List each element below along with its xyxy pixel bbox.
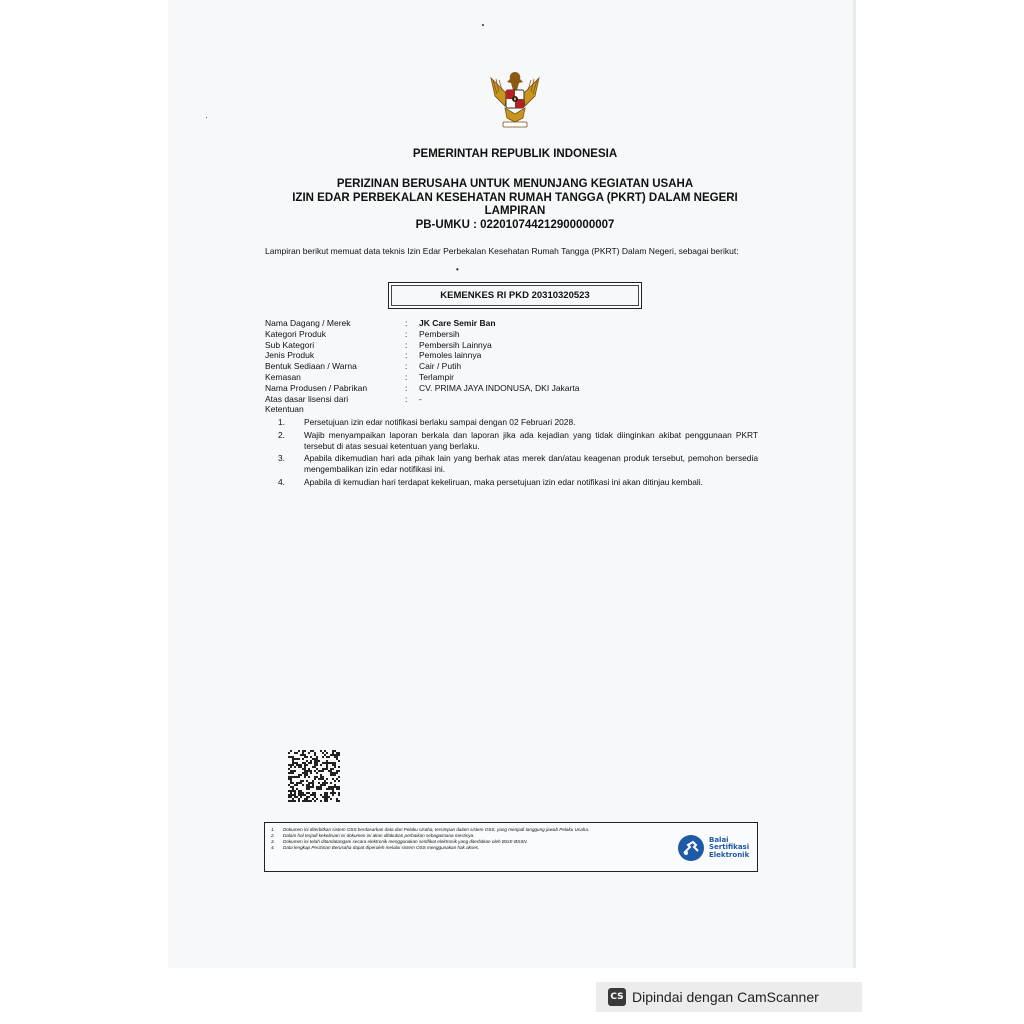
term-text: Apabila dikemudian hari ada pihak lain yang berhak atas merek dan/atau keagenan produk tersebut, pemohon bersedia mengembalikan izin edar notifikasi ini. xyxy=(304,453,758,475)
field-label: Kategori Produk xyxy=(265,328,326,339)
scan-speck xyxy=(482,24,484,26)
footer-note-text: Dokumen ini diterbitkan sistem OSS berdasarkan data dari Pelaku Usaha, tersimpan dalam sistem OSS, yang menjadi tanggung jawab Pelaku Usaha. xyxy=(283,827,590,832)
field-row xyxy=(265,394,755,405)
government-heading: PEMERINTAH REPUBLIK INDONESIA xyxy=(412,148,618,160)
camscanner-logo-icon: CS xyxy=(608,988,626,1006)
field-row xyxy=(265,329,755,340)
footer-note-number: 2. xyxy=(271,833,275,838)
field-colon: : xyxy=(405,393,408,404)
footer-notes xyxy=(271,827,671,851)
footer-note-text: Dalam hal terjadi kekeliruan isi dokumen ini akan dilakukan perbaikan sebagaimana mestinya. xyxy=(283,833,475,838)
term-number: 2. xyxy=(278,429,285,440)
field-row xyxy=(265,383,755,394)
field-row xyxy=(265,318,755,329)
bsre-logo xyxy=(677,831,755,865)
pb-umku-number: PB-UMKU : 022010744212900000007 xyxy=(415,218,615,231)
field-value: CV. PRIMA JAYA INDONUSA, DKI Jakarta xyxy=(419,382,580,393)
field-value: Cair / Putih xyxy=(419,361,462,372)
field-colon: : xyxy=(405,318,408,328)
term-item xyxy=(278,417,758,428)
scan-speck xyxy=(206,117,207,118)
footer-note-number: 4. xyxy=(271,845,275,850)
garuda-emblem-icon xyxy=(487,68,543,130)
field-colon: : xyxy=(405,328,408,339)
qr-code-icon xyxy=(288,750,340,802)
bsre-line: Balai xyxy=(709,835,729,844)
field-row xyxy=(265,361,755,372)
field-row xyxy=(265,350,755,361)
term-item xyxy=(278,477,758,488)
title-line: PERIZINAN BERUSAHA UNTUK MENUNJANG KEGIATAN USAHA xyxy=(336,178,694,190)
field-colon: : xyxy=(405,361,408,372)
camscanner-label: Dipindai dengan CamScanner xyxy=(632,989,819,1005)
registration-number-box xyxy=(388,282,642,309)
title-line: IZIN EDAR PERBEKALAN KESEHATAN RUMAH TANGGA (PKRT) DALAM NEGERI xyxy=(292,191,738,204)
bsre-line: Elektronik xyxy=(709,850,750,859)
field-value: JK Care Semir Ban xyxy=(419,318,496,328)
footer-note xyxy=(271,845,671,851)
field-label: Jenis Produk xyxy=(265,350,315,361)
camscanner-watermark xyxy=(596,982,862,1012)
registration-number: KEMENKES RI PKD 20310320523 xyxy=(440,290,590,301)
field-label: Sub Kategori xyxy=(265,339,315,350)
permit-title xyxy=(265,178,765,232)
page-edge xyxy=(853,0,856,968)
footer-notice-box xyxy=(264,822,758,872)
field-colon: : xyxy=(405,371,408,382)
bsre-logo-icon xyxy=(677,834,705,862)
term-text: Wajib menyampaikan laporan berkala dan laporan jika ada kejadian yang tidak diinginkan akibat penggunaan PKRT tersebut di atas sesuai ketentuan yang berlaku. xyxy=(304,429,758,451)
field-row xyxy=(265,372,755,383)
footer-note-text: Dokumen ini telah ditandatangani secara elektronik menggunakan sertifikat elektronik yang diterbitkan oleh BSrE-BSSN. xyxy=(283,839,528,844)
term-text: Apabila di kemudian hari terdapat kekeliruan, maka persetujuan izin edar notifikasi ini akan ditinjau kembali. xyxy=(304,476,703,487)
term-number: 3. xyxy=(278,453,285,464)
intro-text: Lampiran berikut memuat data teknis Izin Edar Perbekalan Kesehatan Rumah Tangga (PKRT) Dalam Negeri, sebagai berikut: xyxy=(265,246,739,256)
field-label: Atas dasar lisensi dari xyxy=(265,393,349,404)
bsre-line: Sertifikasi xyxy=(709,843,750,852)
field-value: Pembersih Lainnya xyxy=(419,339,492,350)
field-colon: : xyxy=(405,382,408,393)
term-item xyxy=(278,453,758,475)
footer-note-number: 1. xyxy=(271,827,275,832)
field-value: - xyxy=(419,393,422,404)
footer-note-text: Data lengkap Perizinan Berusaha dapat diperoleh melalui sistem OSS menggunakan hak akses. xyxy=(283,845,480,850)
title-line: LAMPIRAN xyxy=(484,205,546,217)
field-label: Nama Produsen / Pabrikan xyxy=(265,382,368,393)
term-number: 1. xyxy=(278,417,285,427)
bsre-text xyxy=(709,837,749,860)
dot-mark: • xyxy=(456,265,459,274)
field-label: Nama Dagang / Merek xyxy=(265,318,351,328)
ketentuan-heading: Ketentuan xyxy=(265,404,304,415)
product-details xyxy=(265,318,755,415)
field-row xyxy=(265,340,755,351)
term-item xyxy=(278,430,758,452)
term-number: 4. xyxy=(278,476,285,487)
field-label: Kemasan xyxy=(265,371,301,382)
term-text: Persetujuan izin edar notifikasi berlaku sampai dengan 02 Februari 2028. xyxy=(304,417,576,427)
field-value: Terlampir xyxy=(419,371,454,382)
field-value: Pemoles lainnya xyxy=(419,350,482,361)
terms-list xyxy=(278,417,758,490)
field-label: Bentuk Sediaan / Warna xyxy=(265,361,357,372)
footer-note-number: 3. xyxy=(271,839,275,844)
field-colon: : xyxy=(405,339,408,350)
field-value: Pembersih xyxy=(419,328,460,339)
field-colon: : xyxy=(405,350,408,361)
